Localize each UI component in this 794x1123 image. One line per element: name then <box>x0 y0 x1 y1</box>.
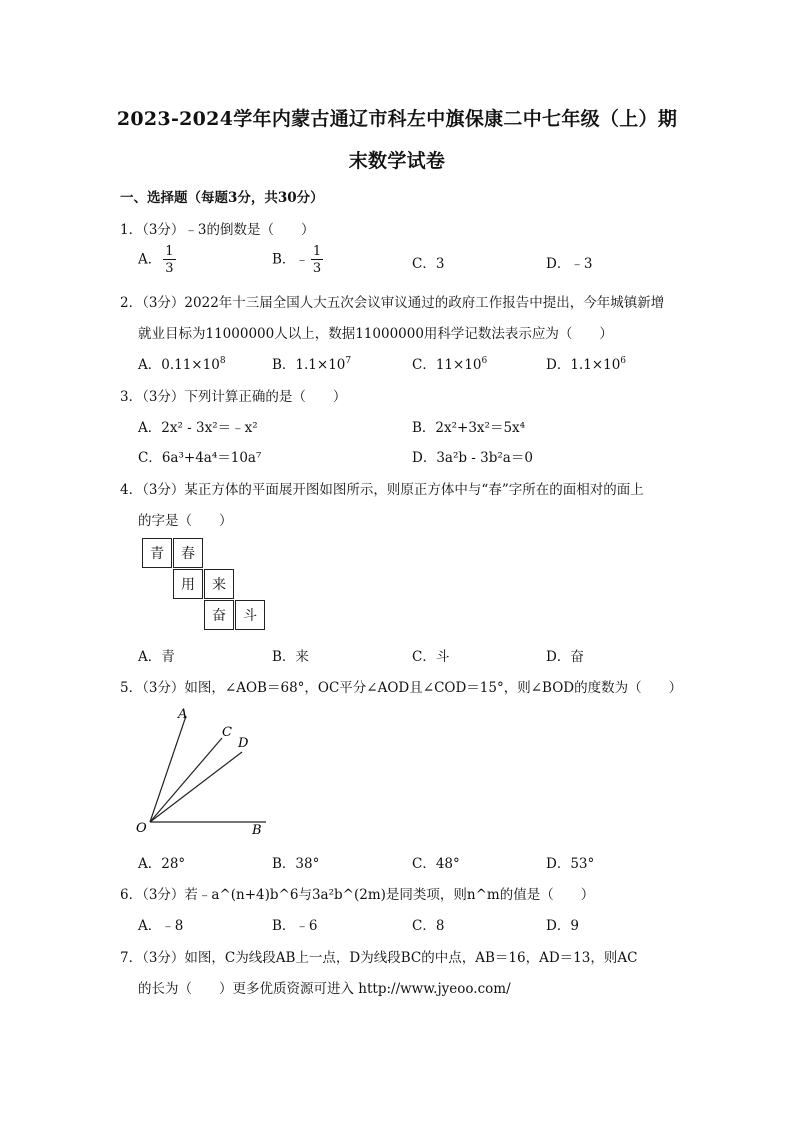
q5-option-a: A．28° <box>138 856 186 872</box>
q4-option-c: C．斗 <box>412 649 450 665</box>
q2-option-d-base: D．1.1×10 <box>546 357 621 373</box>
q6-option-c: C．8 <box>412 918 445 934</box>
page-title-line-1: 2023-2024学年内蒙古通辽市科左中旗保康二中七年级（上）期 <box>116 108 678 130</box>
q1-option-b-fraction <box>311 245 323 275</box>
ray-oc <box>150 738 222 822</box>
ray-od <box>150 752 242 822</box>
net-cell: 春 <box>173 538 203 568</box>
q1-option-b-label: B．﹣ <box>272 251 309 268</box>
q3-option-c: C．6a³+4a⁴＝10a⁷ <box>138 450 262 466</box>
q3-option-a: A．2x² - 3x²＝﹣x² <box>138 420 258 436</box>
q1-option-a <box>138 245 176 275</box>
net-cell: 青 <box>142 538 172 568</box>
q6-option-d: D．9 <box>546 918 579 934</box>
net-cell: 奋 <box>204 600 234 630</box>
net-cell: 用 <box>173 569 203 599</box>
question-4-stem-line-1: 4．（3分）某正方体的平面展开图如图所示，则原正方体中与“春”字所在的面相对的面上 <box>120 482 644 498</box>
point-label-o: O <box>136 821 147 836</box>
q2-option-a-exponent: 8 <box>219 356 226 366</box>
q2-option-a <box>138 353 226 373</box>
question-5-stem: 5．（3分）如图，∠AOB＝68°，OC平分∠AOD且∠COD＝15°，则∠BOD的度数为（ ） <box>120 680 683 696</box>
question-6-stem: 6．（3分）若﹣a^(n+4)b^6与3a²b^(2m)是同类项，则n^m的值是（ ） <box>120 887 595 903</box>
q1-option-a-fraction <box>163 245 175 275</box>
q3-option-b: B．2x²+3x²＝5x⁴ <box>412 420 526 436</box>
numerator: 1 <box>165 244 174 259</box>
q2-option-b-exponent: 7 <box>345 356 352 366</box>
net-cell: 来 <box>204 569 234 599</box>
q2-option-d-exponent: 6 <box>620 356 627 366</box>
q2-option-b <box>272 353 351 373</box>
question-7-stem-line-2: 的长为（ ）更多优质资源可进入 http://www.jyeoo.com/ <box>138 981 511 997</box>
numerator: 1 <box>312 244 322 259</box>
q2-option-b-base: B．1.1×10 <box>272 357 346 373</box>
q1-option-b <box>272 245 323 275</box>
q2-option-d <box>546 353 626 373</box>
question-4-stem-line-2: 的字是（ ） <box>138 513 233 529</box>
q6-option-a: A．﹣8 <box>138 918 184 934</box>
q5-option-d: D．53° <box>546 856 595 872</box>
page-title-line-2: 末数学试卷 <box>348 150 446 172</box>
point-label-a: A <box>178 707 188 722</box>
question-2-stem-line-1: 2．（3分）2022年十三届全国人大五次会议审议通过的政府工作报告中提出，今年城镇新增 <box>120 295 665 311</box>
q5-option-c: C．48° <box>412 856 460 872</box>
point-label-c: C <box>222 725 232 740</box>
q2-option-c-base: C．11×10 <box>412 357 482 373</box>
q1-option-d: D．﹣3 <box>546 256 593 272</box>
q3-option-d: D．3a²b - 3b²a＝0 <box>412 450 533 466</box>
section-heading: 一、选择题（每题3分，共30分） <box>120 190 324 206</box>
q1-option-c: C．3 <box>412 256 445 272</box>
q6-option-b: B．﹣6 <box>272 918 318 934</box>
denominator: 3 <box>312 261 322 276</box>
angle-figure <box>130 702 280 842</box>
q4-option-a: A．青 <box>138 649 175 665</box>
ray-oa <box>150 716 186 822</box>
q4-option-d: D．奋 <box>546 649 584 665</box>
q4-option-b: B．来 <box>272 649 309 665</box>
question-7-stem-line-1: 7．（3分）如图，C为线段AB上一点，D为线段BC的中点，AB＝16，AD＝13，则AC <box>120 950 638 966</box>
denominator: 3 <box>165 261 174 276</box>
q2-option-c <box>412 353 487 373</box>
question-1-stem: 1．（3分）﹣3的倒数是（ ） <box>120 222 315 238</box>
question-2-stem-line-2: 就业目标为11000000人以上，数据11000000用科学记数法表示应为（ ） <box>138 326 613 342</box>
question-3-stem: 3．（3分）下列计算正确的是（ ） <box>120 389 347 405</box>
point-label-b: B <box>252 823 262 838</box>
point-label-d: D <box>238 736 249 751</box>
q2-option-a-base: A．0.11×10 <box>138 357 220 373</box>
net-cell: 斗 <box>235 600 265 630</box>
q5-option-b: B．38° <box>272 856 320 872</box>
q2-option-c-exponent: 6 <box>481 356 488 366</box>
q1-option-a-label: A． <box>138 251 162 268</box>
